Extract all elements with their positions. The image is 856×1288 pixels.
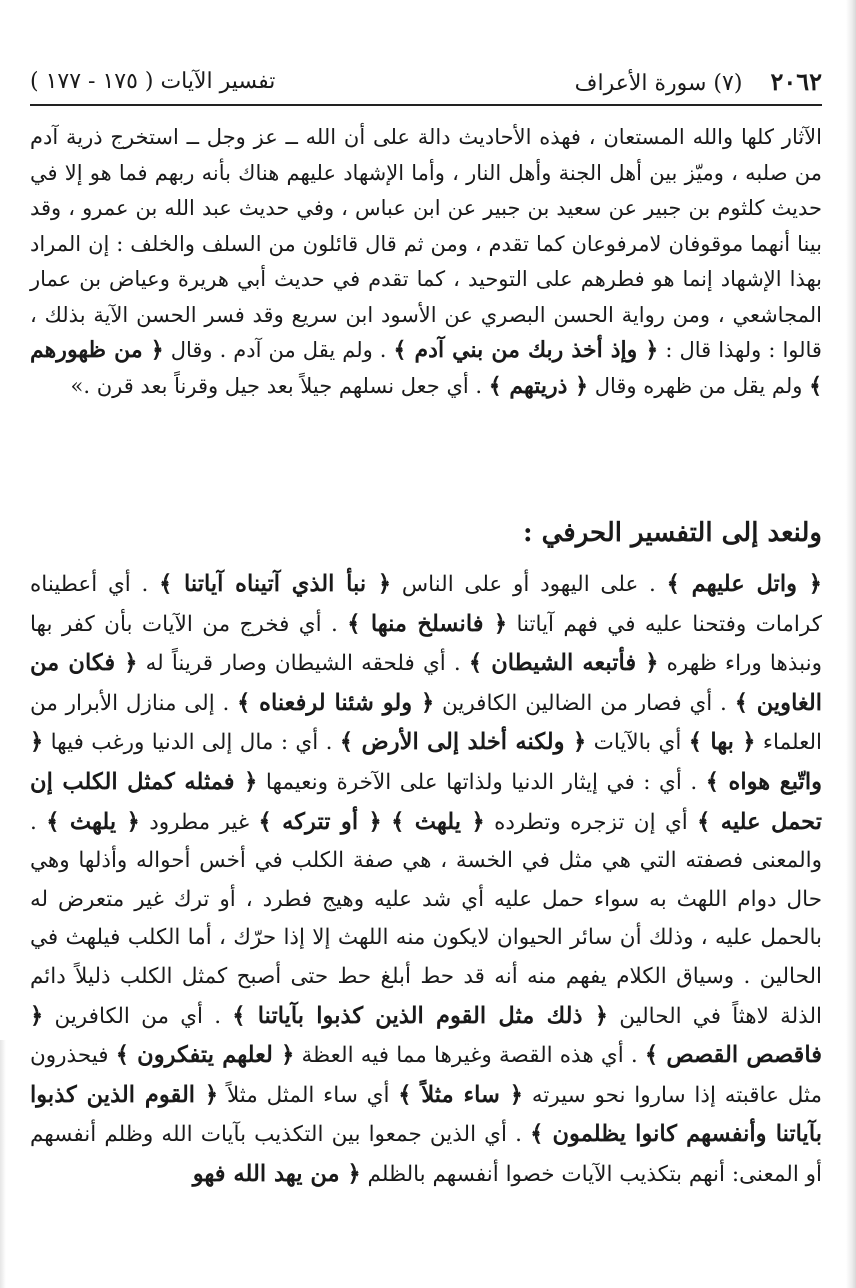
commentary: فيحذرون مثل عاقبته إذا ساروا نحو سيرته — [30, 1043, 822, 1108]
quote-text-3: ولم يقل من ظهره وقال — [594, 373, 803, 398]
verse-range: تفسير الآيات ( ١٧٥ - ١٧٧ ) — [30, 68, 276, 94]
commentary: أي بالآيات — [593, 730, 682, 756]
quran-phrase: ﴿ القوم الذين كذبوا بآياتنا وأنفسهم كانوا يظلمون ﴾ — [30, 1081, 822, 1148]
quote-text-2: . ولم يقل من آدم . وقال — [170, 338, 387, 362]
commentary: . أي من الكافرين — [54, 1003, 222, 1029]
page-edge-shadow — [846, 0, 856, 1288]
quran-phrase: ﴿ نبأ الذي آتيناه آياتنا ﴾ — [159, 571, 392, 597]
quran-phrase: ﴿ واتّبع هواه ﴾ — [30, 729, 822, 795]
quran-phrase: ﴿ يلهث ﴾ — [391, 808, 485, 835]
quoted-passage — [30, 120, 822, 404]
quran-phrase: ﴿ فانسلخ منها ﴾ — [347, 610, 508, 637]
quran-quote-1: ﴿ وإذ أخذ ربك من بني آدم ﴾ — [393, 337, 659, 363]
surah-title: (٧) سورة الأعراف — [574, 70, 743, 96]
commentary: . أي : مال إلى الدنيا ورغب فيها — [50, 730, 333, 756]
page-header — [30, 62, 822, 100]
quran-phrase: ﴿ فاقصص القصص ﴾ — [30, 1002, 822, 1069]
commentary: . أي فصار من الضالين الكافرين — [441, 690, 727, 716]
commentary: . والمعنى فصفته التي هي مثل في الخسة ، هي صفة الكلب في أخس أحواله وأذلها وهي حال دوام اللهث به سواء حمل عليه أي شد عليه وهيج فطرد ، أو ترك غير متعرض له بالحمل عليه ، وذلك أن سائر الحيوان لايكون منه اللهث إلا إذا حرّك ، أما الكلب فيلهث في الحالين . وسياق الكلام يفهم منه أنه قد حط أبلغ حط حتى أصبح كمثل الكلب ذليلاً دائم الذلة لاهثاً في الحالين — [30, 809, 822, 1029]
commentary: . أي فخرج من الآيات بأن كفر بها ونبذها وراء ظهره — [30, 611, 822, 677]
commentary: . أي أعطيناه كرامات وفتحنا عليه في فهم آياتنا — [30, 572, 823, 637]
quran-phrase: ﴿ أو تتركه ﴾ — [258, 808, 382, 835]
commentary: . على اليهود أو على الناس — [401, 572, 656, 597]
quote-text-1: الآثار كلها والله المستعان ، فهذه الأحاديث دالة على أن الله ــ عز وجل ــ استخرج ذرية آدم من صلبه ، وميّز بين أهل الجنة وأهل النار ، وأما الإشهاد عليهم هناك بأنه ربهم فما هو إلا في حديث كلثوم بن جبير عن سعيد بن جبير عن ابن عباس ، وفي حديث عبد الله بن عمرو ، وقد بينا أنهما موقوفان لامرفوعان كما تقدم ، ومن ثم قال قائلون من السلف والخلف : إن المراد بهذا الإشهاد إنما هو فطرهم على التوحيد ، كما تقدم في حديث أبي هريرة وعياض بن عمار المجاشعي ، ومن رواية الحسن البصري عن الأسود ابن سريع وقد فسر الحسن الآية بذلك ، قالوا : ولهذا قال : — [30, 125, 822, 362]
quran-quote-3: ﴿ ذريتهم ﴾ — [488, 372, 589, 399]
binding-shadow — [0, 1040, 6, 1288]
header-rule — [30, 104, 822, 106]
quran-phrase: ﴿ فمثله كمثل الكلب إن تحمل عليه ﴾ — [30, 768, 822, 835]
quran-phrase: ﴿ واتل عليهم ﴾ — [666, 571, 822, 597]
quran-phrase: ﴿ ساء مثلاً ﴾ — [398, 1081, 523, 1108]
commentary: . إلى منازل الأبرار من العلماء — [30, 690, 823, 756]
quran-phrase: ﴿ لعلهم يتفكرون ﴾ — [115, 1042, 295, 1069]
section-heading: ولنعد إلى التفسير الحرفي : — [522, 518, 822, 548]
commentary: أي ساء المثل مثلاً — [226, 1082, 390, 1108]
commentary: . أي فلحقه الشيطان وصار قريناً له — [145, 651, 461, 677]
quran-phrase: ﴿ يلهث ﴾ — [46, 808, 140, 835]
commentary: أي إن تزجره وتطرده — [494, 809, 688, 835]
commentary: . أي هذه القصة وغيرها مما فيه العظة — [301, 1043, 638, 1069]
book-page — [30, 0, 822, 1288]
quote-text-4: . أي جعل نسلهم جيلاً بعد جيل وقرناً بعد قرن .» — [70, 373, 483, 398]
quran-quote-2: ﴿ من ظهورهم ﴾ — [30, 337, 822, 399]
page-number: ٢٠٦٢ — [770, 66, 822, 96]
quran-phrase: ﴿ فكان من الغاوين ﴾ — [30, 650, 822, 716]
commentary: . أي : في إيثار الدنيا ولذاتها على الآخرة ونعيمها — [265, 769, 698, 795]
tafsir-body — [30, 565, 822, 1195]
quran-phrase: ﴿ ولكنه أخلد إلى الأرض ﴾ — [339, 729, 587, 756]
quran-phrase: ﴿ فأتبعه الشيطان ﴾ — [468, 650, 659, 677]
quran-phrase: ﴿ ولو شئنا لرفعناه ﴾ — [237, 689, 435, 716]
commentary: غير مطرود — [149, 809, 250, 835]
quran-phrase: ﴿ بها ﴾ — [688, 729, 756, 756]
quran-phrase: ﴿ من يهد الله فهو — [192, 1160, 361, 1187]
header-right — [575, 67, 822, 96]
quran-phrase: ﴿ ذلك مثل القوم الذين كذبوا بآياتنا ﴾ — [232, 1002, 609, 1029]
commentary: . أي الذين جمعوا بين التكذيب بآيات الله وظلم أنفسهم أو المعنى: أنهم بتكذيب الآيات خصوا أنفسهم بالظلم — [30, 1122, 822, 1187]
